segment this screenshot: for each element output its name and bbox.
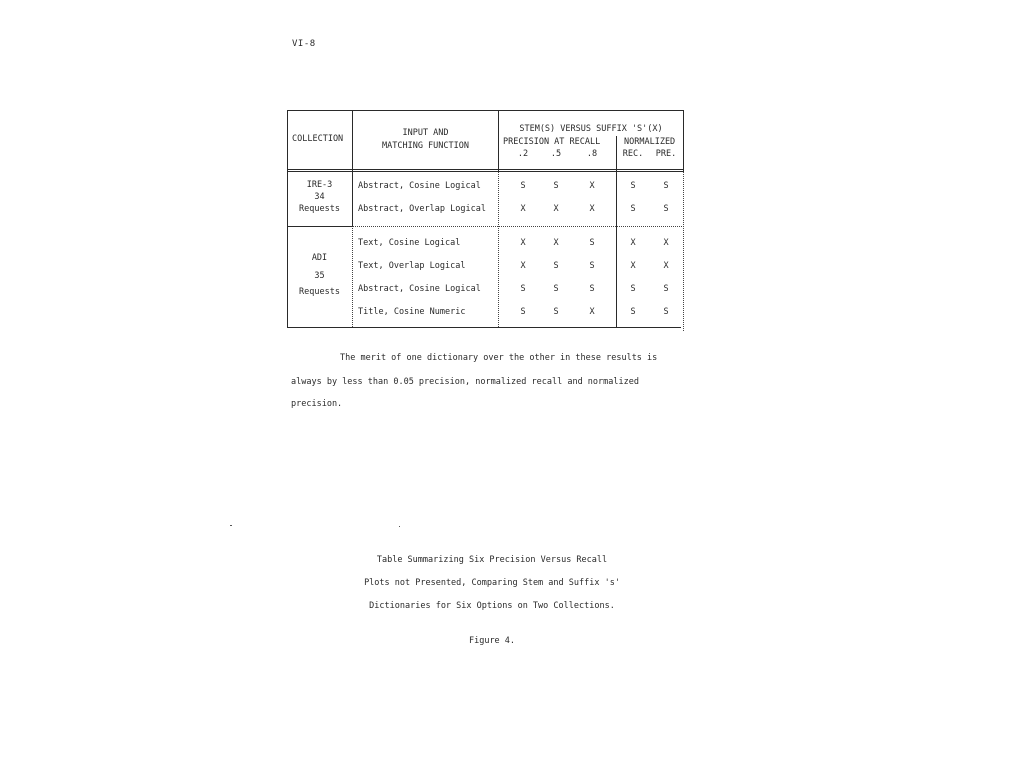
cell: S <box>663 204 669 214</box>
collection-ire3-requests: Requests <box>299 204 340 214</box>
col-sep-function <box>498 110 499 171</box>
col-sep-function-dotted <box>498 171 499 327</box>
group-rule-dotted <box>353 226 684 227</box>
cell: X <box>630 261 636 271</box>
cell: X <box>630 238 636 248</box>
cell: X <box>553 238 559 248</box>
scan-speck <box>230 525 232 526</box>
cell: X <box>520 238 526 248</box>
header-normalized: NORMALIZED <box>624 137 676 147</box>
table-border-right-dotted <box>683 171 684 331</box>
cell: S <box>630 204 636 214</box>
caption-line-3: Dictionaries for Six Options on Two Collections. <box>369 601 615 611</box>
paragraph-line-2: always by less than 0.05 precision, normalized recall and normalized <box>291 377 639 387</box>
col-sep-collection-dotted <box>352 226 353 327</box>
page-number: VI-8 <box>292 39 316 49</box>
cell: S <box>553 181 559 191</box>
cell: S <box>520 181 526 191</box>
results-table <box>287 110 684 328</box>
figure-label: Figure 4. <box>468 636 516 646</box>
header-group: STEM(S) VERSUS SUFFIX 'S'(X) <box>519 124 663 134</box>
col-sep-normalized <box>616 136 617 327</box>
cell: S <box>553 307 559 317</box>
scan-speck <box>399 526 400 527</box>
header-rule-2 <box>287 171 684 172</box>
header-input-line1: INPUT AND <box>402 128 449 138</box>
table-border-top <box>287 110 684 111</box>
row-function: Title, Cosine Numeric <box>358 307 466 317</box>
cell: S <box>630 307 636 317</box>
group-rule <box>287 226 353 227</box>
cell: S <box>553 284 559 294</box>
collection-ire3-name: IRE-3 <box>306 180 333 190</box>
header-precision: PRECISION AT RECALL <box>503 137 601 147</box>
subcol-pre: PRE. <box>655 149 677 159</box>
table-border-bottom <box>287 327 681 328</box>
collection-adi-count: 35 <box>314 271 325 281</box>
cell: X <box>589 204 595 214</box>
collection-adi-name: ADI <box>311 253 328 263</box>
row-function: Text, Overlap Logical <box>358 261 466 271</box>
caption-line-1: Table Summarizing Six Precision Versus Recall <box>376 555 608 565</box>
subcol-rec: REC. <box>622 149 644 159</box>
cell: X <box>520 204 526 214</box>
cell: X <box>663 261 669 271</box>
paragraph-line-1: The merit of one dictionary over the other in these results is <box>340 353 658 363</box>
row-function: Text, Cosine Logical <box>358 238 461 248</box>
header-input-line2: MATCHING FUNCTION <box>382 141 469 151</box>
subcol-02: .2 <box>517 149 529 159</box>
cell: X <box>589 181 595 191</box>
caption-line-2: Plots not Presented, Comparing Stem and Suffix 's' <box>364 578 620 588</box>
cell: S <box>520 284 526 294</box>
cell: S <box>589 284 595 294</box>
cell: X <box>553 204 559 214</box>
subcol-08: .8 <box>586 149 598 159</box>
cell: S <box>663 307 669 317</box>
subcol-05: .5 <box>550 149 562 159</box>
header-rule <box>287 169 684 170</box>
header-collection: COLLECTION <box>292 134 344 144</box>
cell: S <box>630 284 636 294</box>
cell: S <box>589 238 595 248</box>
collection-adi-requests: Requests <box>299 287 340 297</box>
cell: X <box>663 238 669 248</box>
cell: X <box>589 307 595 317</box>
paragraph-line-3: precision. <box>291 399 343 409</box>
cell: S <box>589 261 595 271</box>
cell: S <box>630 181 636 191</box>
table-border-right <box>683 110 684 171</box>
cell: S <box>663 284 669 294</box>
cell: X <box>520 261 526 271</box>
row-function: Abstract, Overlap Logical <box>358 204 486 214</box>
collection-ire3-count: 34 <box>314 192 325 202</box>
cell: S <box>553 261 559 271</box>
cell: S <box>663 181 669 191</box>
row-function: Abstract, Cosine Logical <box>358 284 481 294</box>
cell: S <box>520 307 526 317</box>
row-function: Abstract, Cosine Logical <box>358 181 481 191</box>
